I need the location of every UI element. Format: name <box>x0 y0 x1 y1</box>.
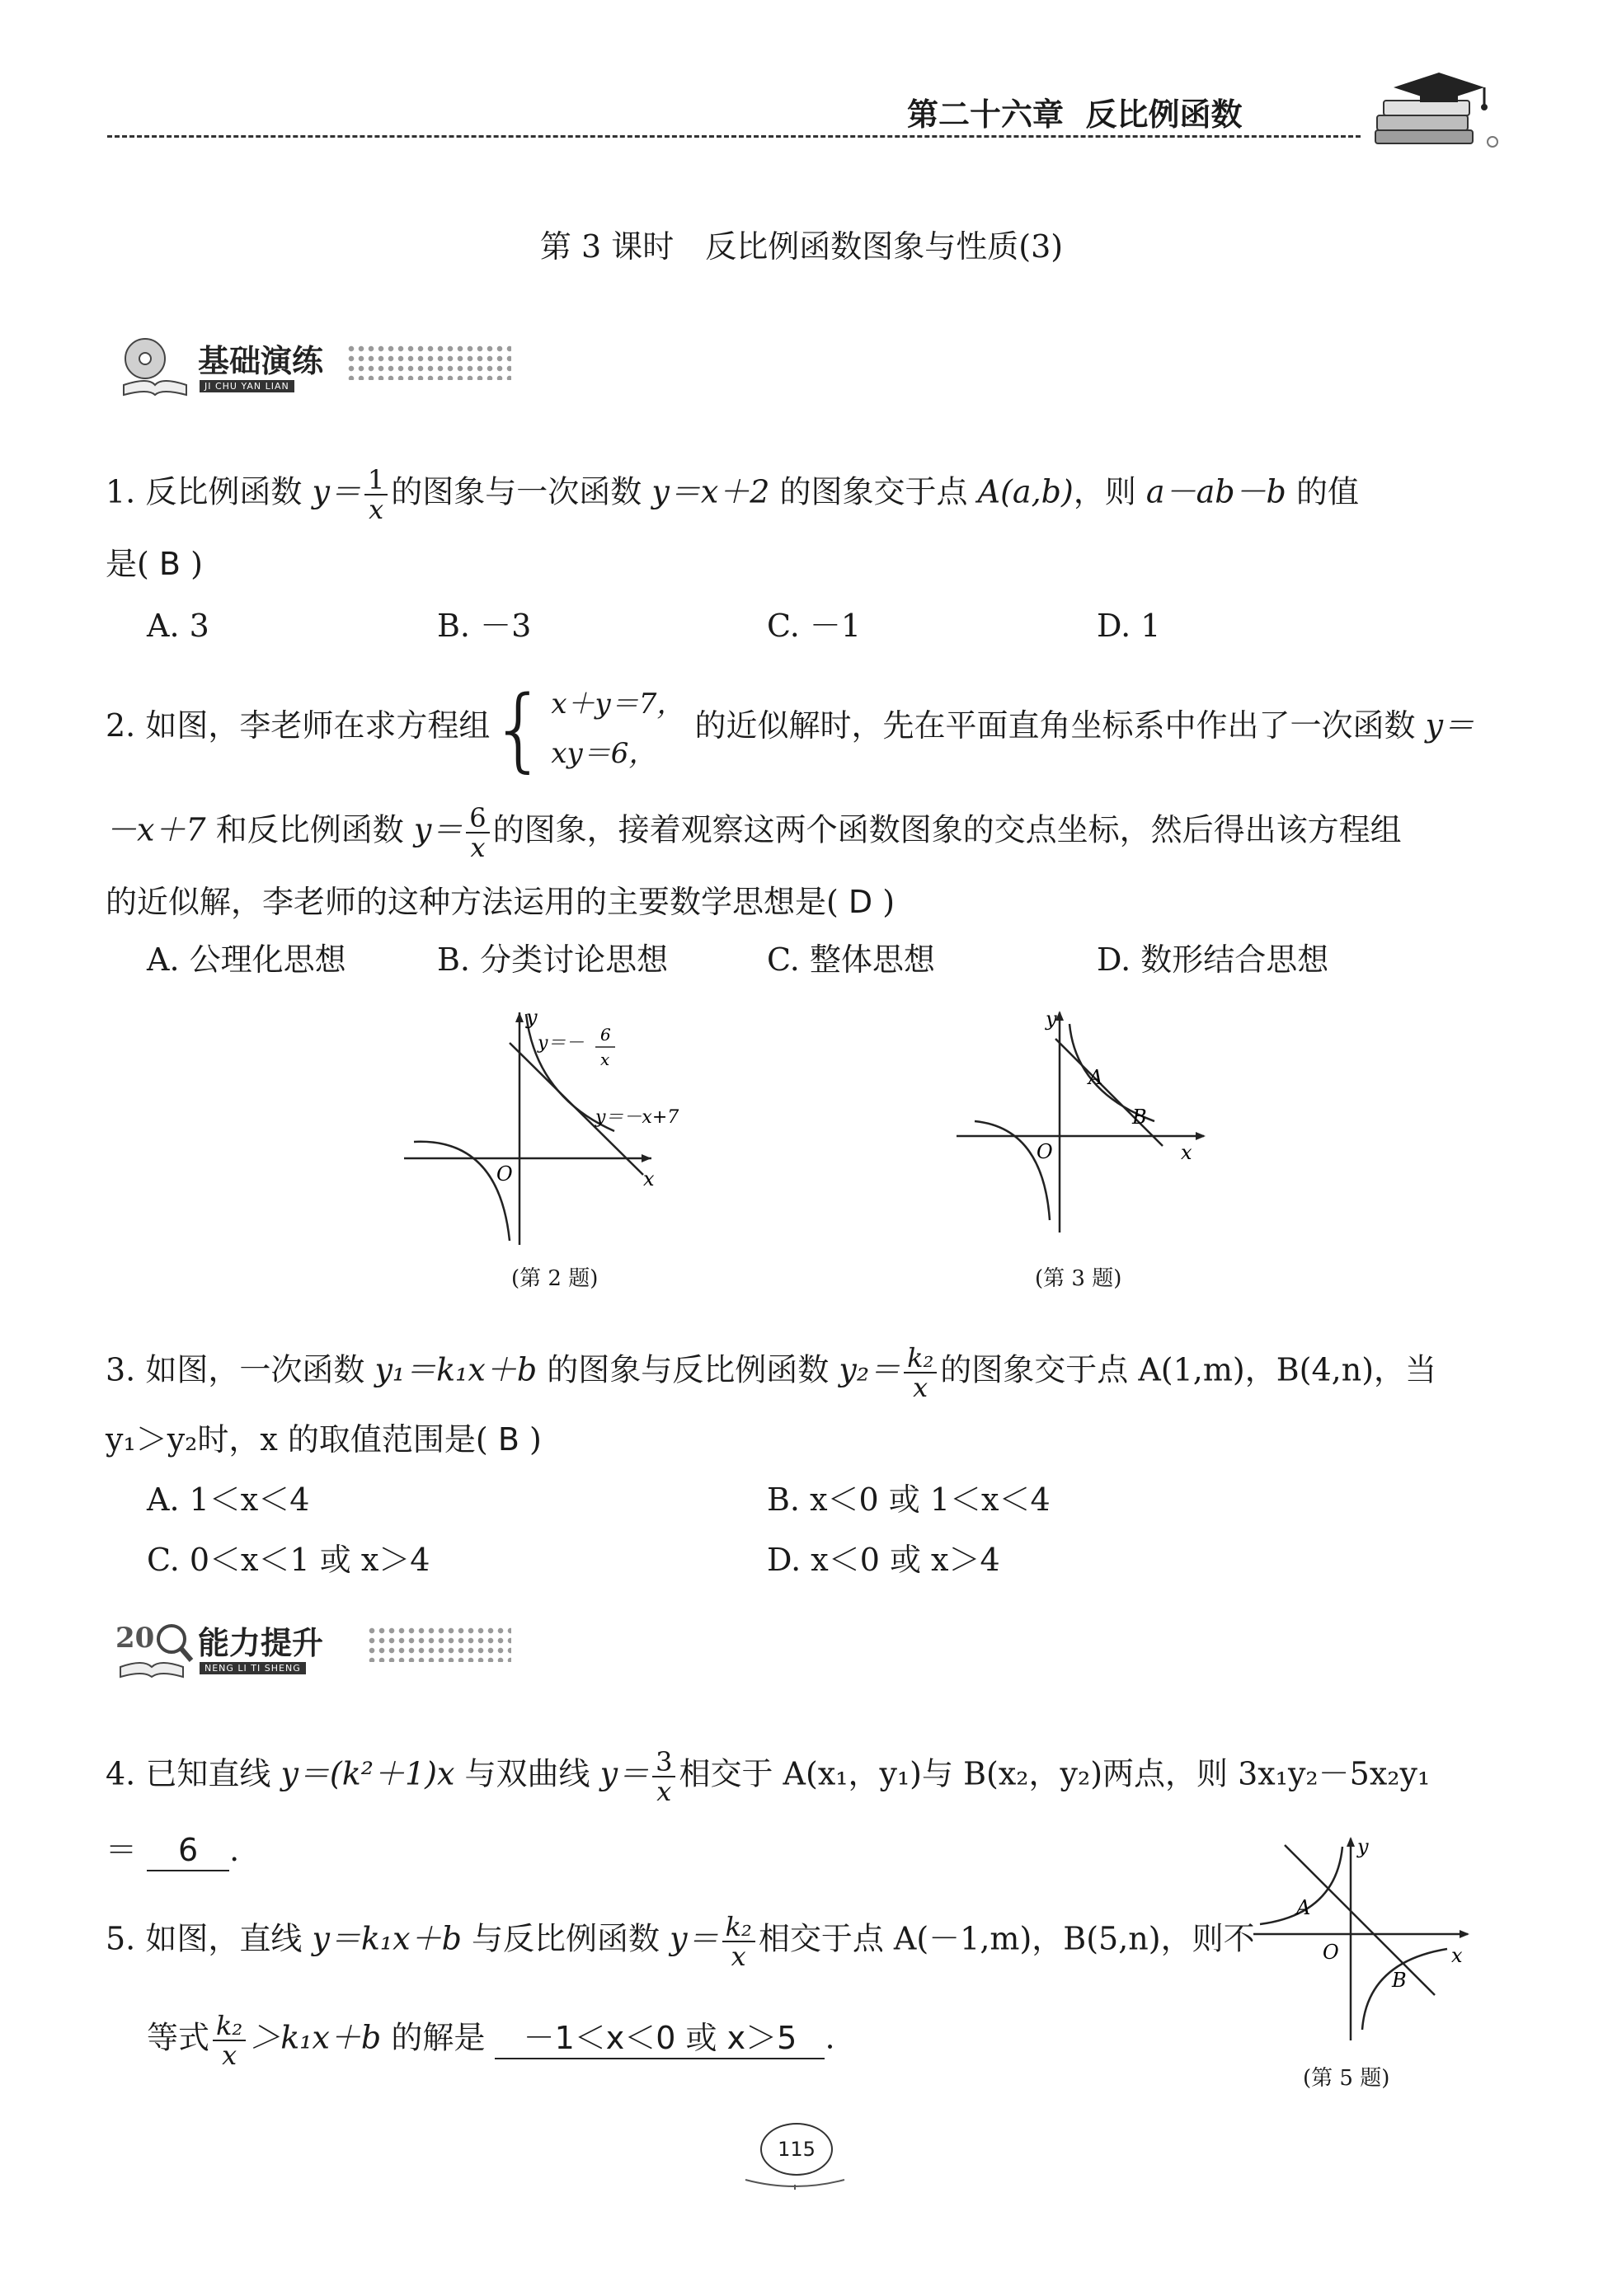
question-2-line-1: 2. 如图，李老师在求方程组 { x＋y＝7， xy＝6， 的近似解时，先在平面直角坐标系中作出了一次函数 y＝ <box>106 675 1475 782</box>
label-hyperbola-den: x <box>600 1049 610 1069</box>
label-y: y <box>1046 1007 1057 1031</box>
option-d: D. 数形结合思想 <box>1097 941 1329 978</box>
option-a: A. 3 <box>147 608 209 644</box>
question-3-line-1: 3. 如图，一次函数 y₁＝k₁x＋b 的图象与反比例函数 y₂＝ $\frac{\text{k₂}}{x}$ 的图象交于点 A(1,m)，B(4,n)，当 <box>106 1342 1437 1403</box>
page-number: 115 <box>778 2138 816 2161</box>
fraction: $\frac{\text{k₂}}{x}$ <box>904 1344 937 1402</box>
svg-text:20: 20 <box>115 1622 155 1655</box>
figure-2-caption: (第 2 题) <box>511 1266 599 1291</box>
label-x: x <box>1451 1944 1463 1967</box>
question-3-line-2: y₁＞y₂时，x 的取值范围是( B ) <box>106 1421 542 1458</box>
figure-5-graph <box>1253 1822 1484 2045</box>
answer-blank[interactable]: 6 <box>147 1830 229 1871</box>
question-2-line-2: －x＋7 和反比例函数 y＝ $\frac{6}{x}$ 的图象，接着观察这两个函数图象的交点坐标，然后得出该方程组 <box>106 802 1402 863</box>
label-point-a: A <box>1296 1896 1311 1919</box>
question-2-line-3: 的近似解，李老师的这种方法运用的主要数学思想是( D ) <box>106 884 896 920</box>
answer-choice: B <box>497 1421 519 1458</box>
lesson-title: 第 3 课时 反比例函数图象与性质(3) <box>539 228 1064 265</box>
fraction: $\frac{1}{x}$ <box>364 466 388 524</box>
page-number-ornament <box>742 2175 848 2191</box>
label-origin: O <box>496 1162 513 1186</box>
label-x: x <box>643 1167 655 1190</box>
section-ability-dots <box>367 1626 511 1662</box>
question-4-line-2: ＝ 6 . <box>106 1830 239 1871</box>
question-1-line-1: 1. 反比例函数 y＝ $\frac{1}{x}$ 的图象与一次函数 y＝x＋2 的图象交于点 A(a,b)，则 a－ab－b 的值 <box>106 464 1359 525</box>
label-point-a: A <box>1088 1066 1103 1089</box>
section-basic <box>115 334 528 408</box>
hyperbola-branch-q3 <box>414 1142 510 1241</box>
page-header <box>107 82 1493 140</box>
question-5-line-1: 5. 如图，直线 y＝k₁x＋b 与反比例函数 y＝ $\frac{\text{k₂}}{x}$ 相交于点 A(－1,m)，B(5,n)，则不 <box>106 1911 1255 1972</box>
question-5-line-2: 等式 $\frac{\text{k₂}}{x}$ ＞k₁x＋b 的解是 －1＜x＜0 或 x＞5 . <box>147 2010 835 2071</box>
header-dashed-rule <box>107 135 1361 138</box>
equation-system: { x＋y＝7， xy＝6， <box>490 675 685 782</box>
label-point-b: B <box>1392 1969 1407 1992</box>
option-b: B. 分类讨论思想 <box>437 941 669 978</box>
books-cap-icon <box>1361 58 1509 157</box>
answer-choice: B <box>158 546 181 582</box>
question-1-line-2: 是( B ) <box>106 546 203 582</box>
label-hyperbola-num: 6 <box>600 1025 611 1045</box>
option-d: D. 1 <box>1097 608 1161 644</box>
figure-3-caption: (第 3 题) <box>1035 1266 1122 1291</box>
label-origin: O <box>1037 1140 1053 1163</box>
fraction: $\frac{6}{x}$ <box>466 804 489 862</box>
option-a: A. 1＜x＜4 <box>147 1481 310 1518</box>
question-4-line-1: 4. 已知直线 y＝(k²＋1)x 与双曲线 y＝ $\frac{3}{x}$ 相交于 A(x₁，y₁)与 B(x₂，y₂)两点，则 3x₁y₂－5x₂y₁ <box>106 1746 1431 1807</box>
option-b: B. x＜0 或 1＜x＜4 <box>767 1481 1051 1518</box>
magnifier-book-icon <box>115 1616 194 1682</box>
line-graph <box>1285 1845 1435 1995</box>
label-y: y <box>526 1006 538 1029</box>
fraction: $\frac{\text{k₂}}{x}$ <box>213 2012 246 2069</box>
section-basic-title: 基础演练 <box>198 343 324 379</box>
label-origin: O <box>1323 1941 1339 1964</box>
option-c: C. －1 <box>767 608 862 644</box>
section-basic-dots <box>346 344 511 380</box>
section-ability <box>115 1616 528 1690</box>
label-x: x <box>1181 1141 1192 1164</box>
option-c: C. 整体思想 <box>767 941 935 978</box>
answer-choice: D <box>848 884 873 920</box>
line-graph <box>1055 1039 1163 1146</box>
option-a: A. 公理化思想 <box>147 941 346 978</box>
label-line: y＝－x+7 <box>595 1107 679 1128</box>
option-b: B. －3 <box>437 608 532 644</box>
figure-2-graph <box>404 998 684 1245</box>
option-c: C. 0＜x＜1 或 x＞4 <box>147 1542 430 1578</box>
answer-blank[interactable]: －1＜x＜0 或 x＞5 <box>495 2018 825 2059</box>
figure-3-graph <box>957 998 1237 1245</box>
figure-5-caption: (第 5 题) <box>1303 2066 1390 2091</box>
disc-book-icon <box>115 334 194 400</box>
label-hyperbola: y＝－ <box>538 1033 585 1054</box>
option-d: D. x＜0 或 x＞4 <box>767 1542 1000 1578</box>
page-number-badge <box>760 2123 833 2176</box>
label-y: y <box>1357 1835 1369 1858</box>
chapter-title: 第二十六章 反比例函数 <box>907 96 1243 133</box>
section-basic-pinyin: JI CHU YAN LIAN <box>200 380 294 392</box>
section-ability-pinyin: NENG LI TI SHENG <box>200 1662 306 1674</box>
fraction: $\frac{\text{k₂}}{x}$ <box>722 1913 755 1970</box>
fraction: $\frac{3}{x}$ <box>652 1748 675 1805</box>
section-ability-title: 能力提升 <box>198 1625 324 1661</box>
label-point-b: B <box>1132 1106 1147 1129</box>
